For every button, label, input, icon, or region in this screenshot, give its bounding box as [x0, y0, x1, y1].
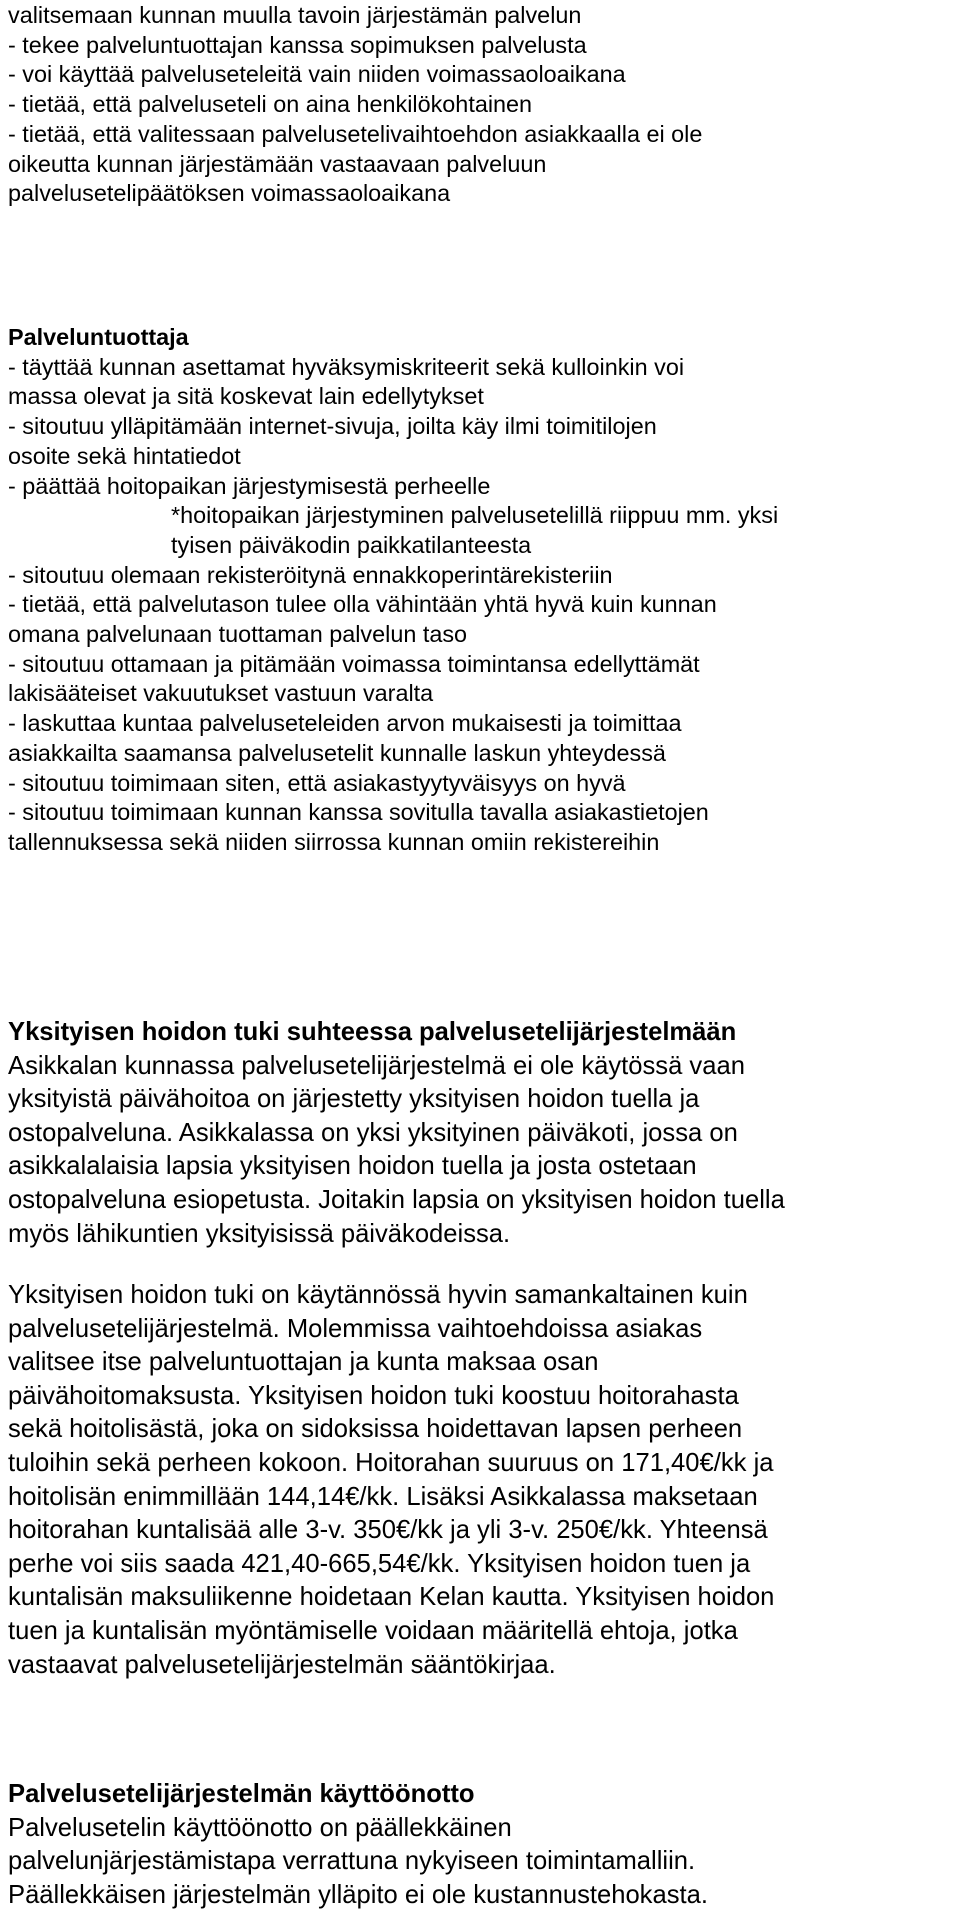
- section2-p1-line-1: Asikkalan kunnassa palvelusetelijärjestelmä ei ole käytössä vaan: [8, 1051, 745, 1080]
- intro-list: [8, 1, 954, 209]
- section2-p1-line-4: asikkalalaisia lapsia yksityisen hoidon tuella ja josta ostetaan: [8, 1152, 697, 1181]
- section2-p2-line-11: tuen ja kuntalisän myöntämiselle voidaan määritellä ehtoja, jotka: [8, 1616, 738, 1645]
- intro-line-4: - tietää, että palveluseteli on aina henkilökohtainen: [8, 91, 533, 118]
- section2-p2-line-1: Yksityisen hoidon tuki on käytännössä hyvin samankaltainen kuin: [8, 1281, 748, 1309]
- provider-line-3: - sitoutuu ylläpitämään internet-sivuja, joilta käy ilmi toimitilojen: [8, 413, 657, 440]
- provider-line-10: lakisääteiset vakuutukset vastuun varalta: [8, 680, 434, 707]
- intro-line-7: palvelusetelipäätöksen voimassaoloaikana: [8, 180, 451, 207]
- intro-line-5: - tietää, että valitessaan palvelusetelivaihtoehdon asiakkaalla ei ole: [8, 120, 703, 147]
- provider-note-line-1: *hoitopaikan järjestyminen palvelusetelillä riippuu mm. yksi: [171, 502, 779, 529]
- intro-line-1: valitsemaan kunnan muulla tavoin järjestämän palvelun: [8, 2, 582, 28]
- section2-p2-line-9: perhe voi siis saada 421,40-665,54€/kk. Yksityisen hoidon tuen ja: [8, 1549, 751, 1578]
- section3-p1-line-2: palvelunjärjestämistapa verrattuna nykyiseen toimintamalliin.: [8, 1847, 696, 1876]
- provider-line-1: - täyttää kunnan asettamat hyväksymiskriteerit sekä kulloinkin voi: [8, 353, 685, 380]
- provider-line-13: - sitoutuu toimimaan siten, että asiakastyytyväisyys on hyvä: [8, 769, 626, 796]
- section2-p1-line-6: myös lähikuntien yksityisissä päiväkodeissa.: [8, 1219, 511, 1248]
- section2-p2-line-5: sekä hoitolisästä, joka on sidoksissa hoidettavan lapsen perheen: [8, 1415, 743, 1444]
- provider-line-15: tallennuksessa sekä niiden siirrossa kunnan omiin rekistereihin: [8, 828, 660, 855]
- provider-note-line-2: tyisen päiväkodin paikkatilanteesta: [171, 531, 532, 558]
- section-private-care-support: [8, 1016, 954, 1251]
- section2-p2-line-8: hoitorahan kuntalisää alle 3-v. 350€/kk ja yli 3-v. 250€/kk. Yhteensä: [8, 1516, 768, 1545]
- provider-line-6: - sitoutuu olemaan rekisteröitynä ennakkoperintärekisteriin: [8, 561, 613, 588]
- section-service-voucher-adoption: [8, 1778, 954, 1912]
- provider-line-2: massa olevat ja sitä koskevat lain edellytykset: [8, 383, 484, 410]
- provider-line-8: omana palvelunaan tuottaman palvelun taso: [8, 621, 468, 648]
- provider-line-11: - laskuttaa kuntaa palveluseteleiden arvon mukaisesti ja toimittaa: [8, 710, 682, 737]
- provider-line-9: - sitoutuu ottamaan ja pitämään voimassa toimintansa edellyttämät: [8, 650, 700, 677]
- section2-p2-line-6: tuloihin sekä perheen kokoon. Hoitorahan suuruus on 171,40€/kk ja: [8, 1448, 774, 1477]
- section3-p1-line-3: Päällekkäisen järjestelmän ylläpito ei ole kustannustehokasta.: [8, 1880, 708, 1909]
- section2-p2-line-10: kuntalisän maksuliikenne hoidetaan Kelan kautta. Yksityisen hoidon: [8, 1583, 775, 1612]
- section2-heading: Yksityisen hoidon tuki suhteessa palvelusetelijärjestelmään: [8, 1018, 737, 1046]
- provider-section: [8, 323, 954, 858]
- provider-line-12: asiakkailta saamansa palvelusetelit kunnalle laskun yhteydessä: [8, 739, 666, 766]
- section2-paragraph-2: [8, 1279, 954, 1682]
- section2-p1-line-2: yksityistä päivähoitoa on järjestetty yksityisen hoidon tuella ja: [8, 1085, 700, 1114]
- section2-p1-line-3: ostopalveluna. Asikkalassa on yksi yksityinen päiväkoti, jossa on: [8, 1118, 738, 1147]
- provider-line-14: - sitoutuu toimimaan kunnan kanssa sovitulla tavalla asiakastietojen: [8, 799, 709, 826]
- section3-p1-line-1: Palvelusetelin käyttöönotto on päällekkäinen: [8, 1813, 512, 1842]
- provider-line-7: - tietää, että palvelutason tulee olla vähintään yhtä hyvä kuin kunnan: [8, 591, 717, 618]
- section2-p1-line-5: ostopalveluna esiopetusta. Joitakin lapsia on yksityisen hoidon tuella: [8, 1185, 785, 1214]
- section2-p2-line-2: palvelusetelijärjestelmä. Molemmissa vaihtoehdoissa asiakas: [8, 1314, 703, 1343]
- section2-p2-line-12: vastaavat palvelusetelijärjestelmän sääntökirjaa.: [8, 1650, 556, 1679]
- section2-p2-line-3: valitsee itse palveluntuottajan ja kunta maksaa osan: [8, 1348, 599, 1377]
- provider-line-5: - päättää hoitopaikan järjestymisestä perheelle: [8, 472, 491, 499]
- provider-heading: Palveluntuottaja: [8, 324, 189, 350]
- intro-line-2: - tekee palveluntuottajan kanssa sopimuksen palvelusta: [8, 31, 587, 58]
- section2-p2-line-4: päivähoitomaksusta. Yksityisen hoidon tuki koostuu hoitorahasta: [8, 1381, 739, 1410]
- intro-line-3: - voi käyttää palveluseteleitä vain niiden voimassaoloaikana: [8, 61, 626, 88]
- section2-p2-line-7: hoitolisän enimmillään 144,14€/kk. Lisäksi Asikkalassa maksetaan: [8, 1482, 758, 1511]
- provider-line-4: osoite sekä hintatiedot: [8, 442, 241, 469]
- section3-heading: Palvelusetelijärjestelmän käyttöönotto: [8, 1780, 475, 1808]
- intro-line-6: oikeutta kunnan järjestämään vastaavaan palveluun: [8, 150, 547, 177]
